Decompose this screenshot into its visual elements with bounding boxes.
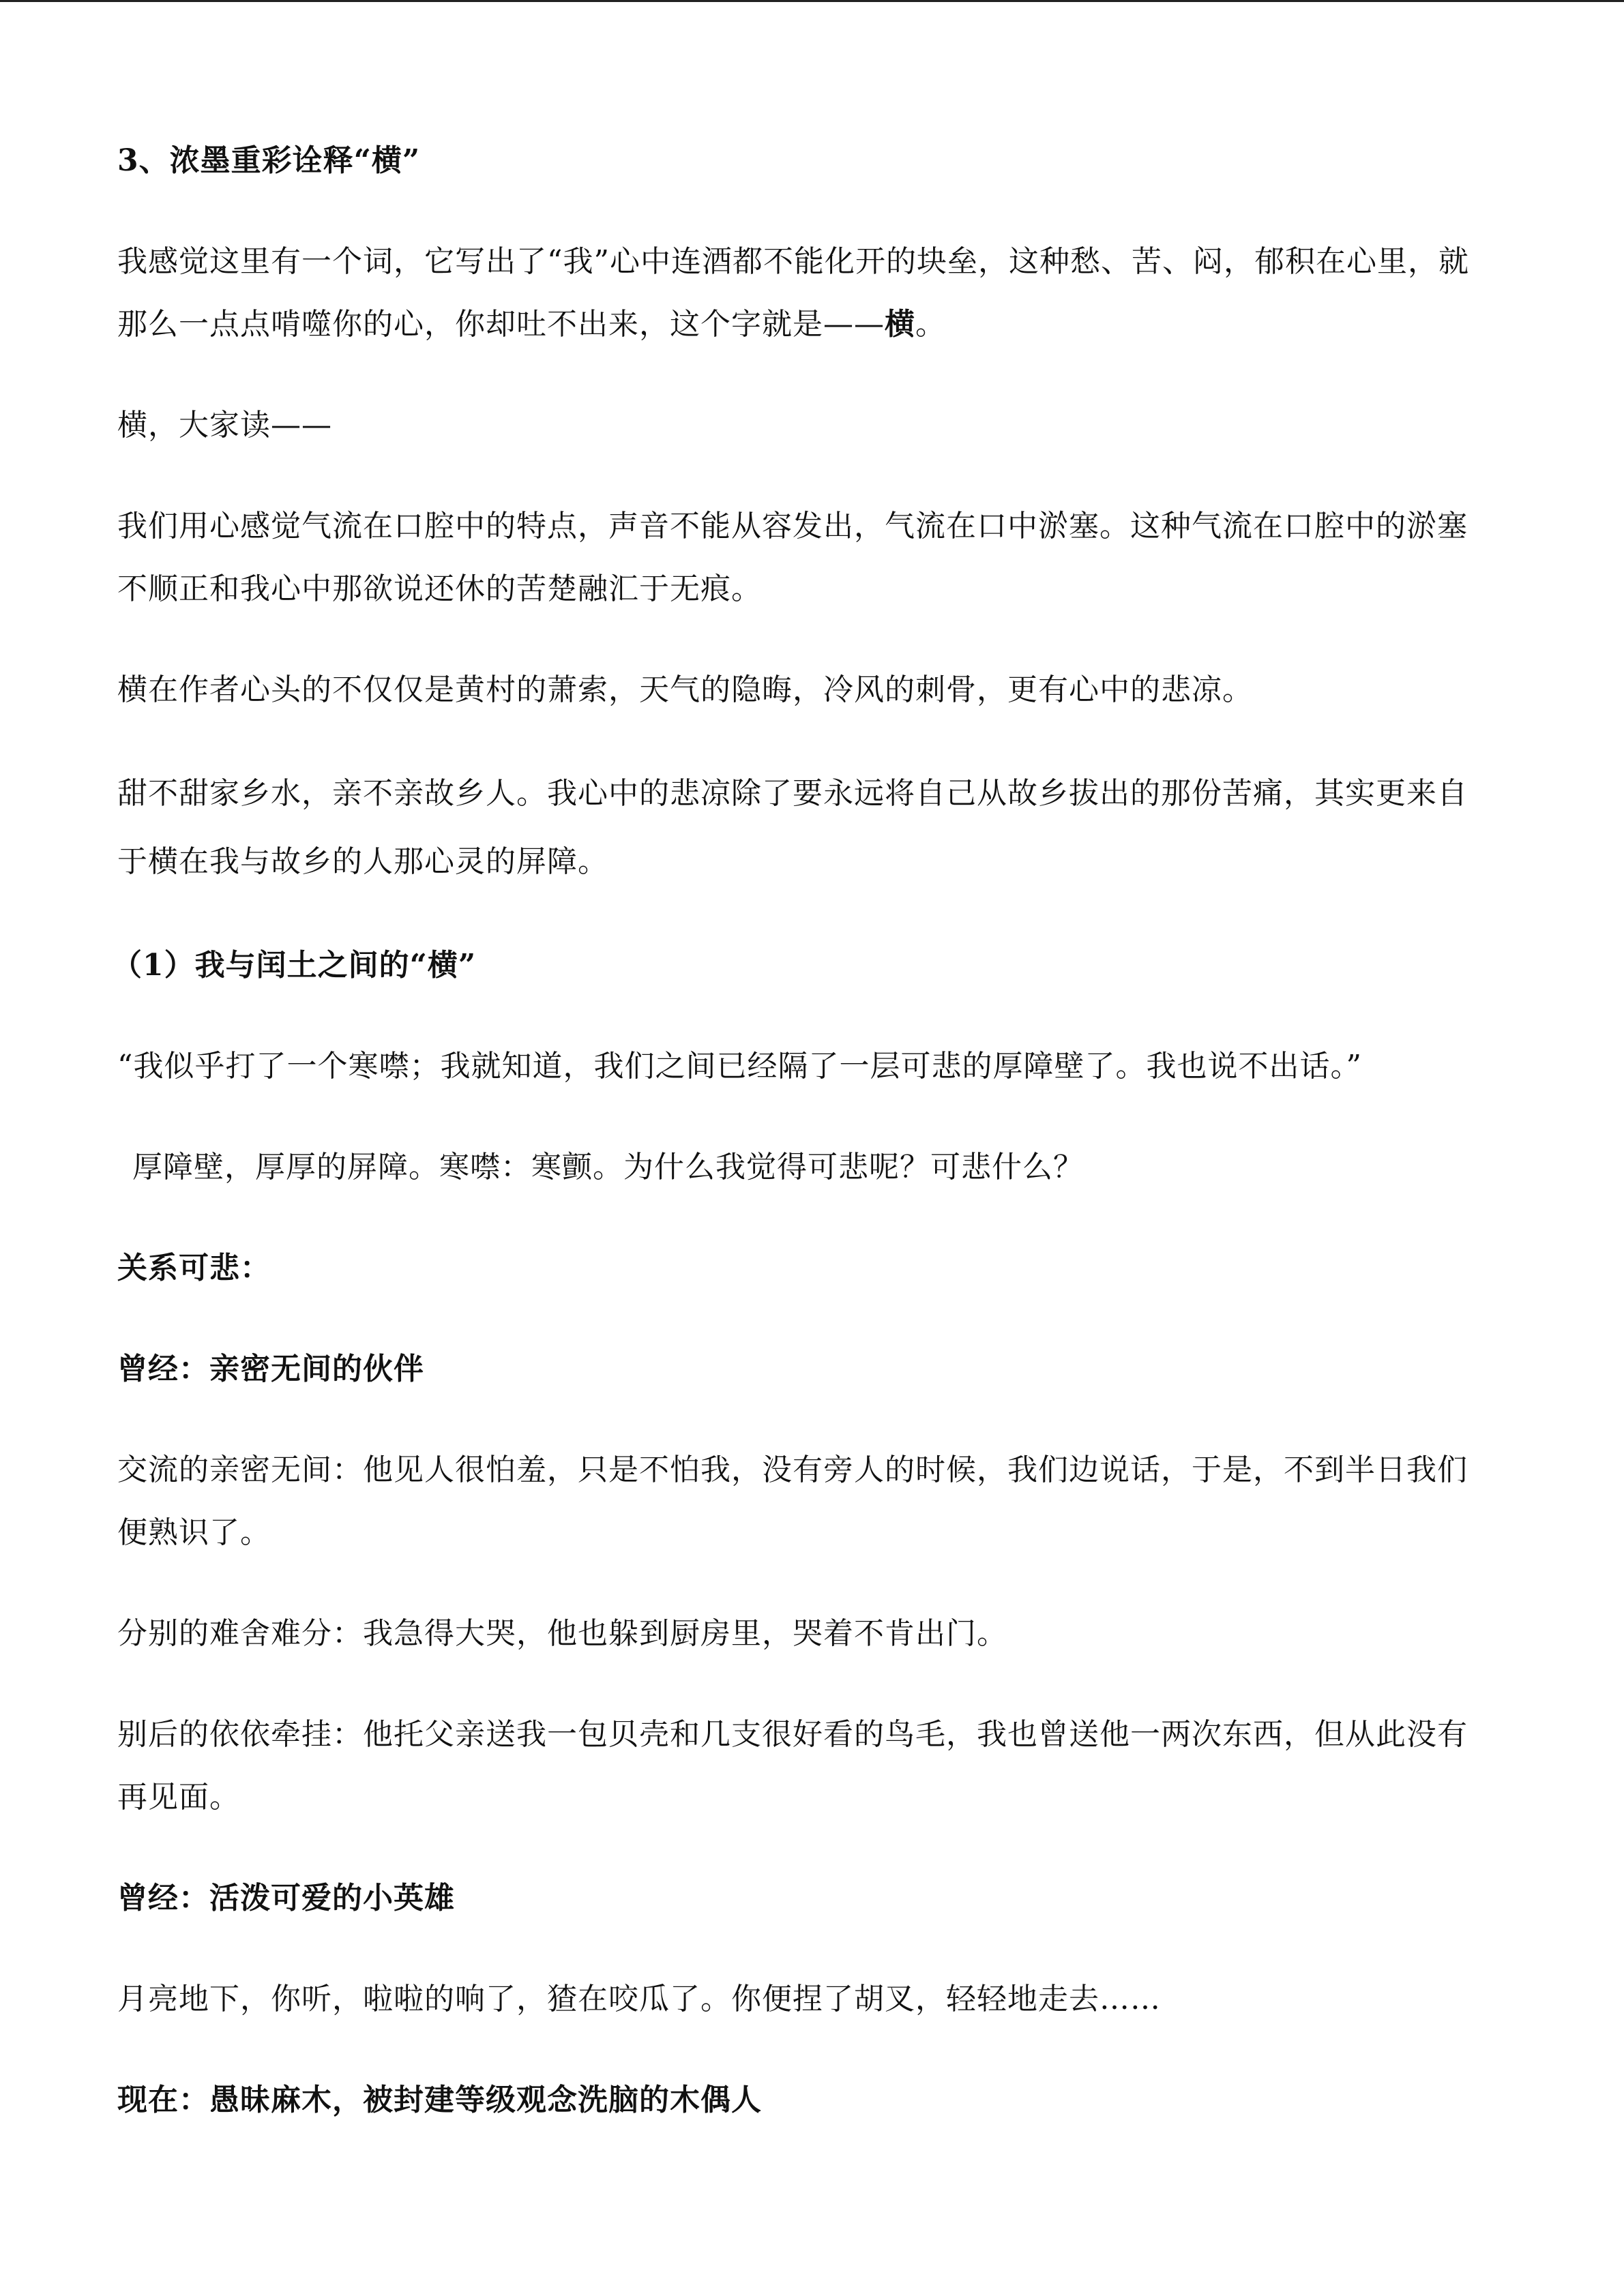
paragraph-hometown: 甜不甜家乡水，亲不亲故乡人。我心中的悲凉除了要永远将自己从故乡拔出的那份苦痛，其实更来自于横在我与故乡的人那心灵的屏障。 <box>117 776 1468 879</box>
label-now-puppet: 现在：愚昧麻木，被封建等级观念洗脑的木偶人 <box>117 2083 762 2117</box>
paragraph-text: 我感觉这里有一个词，它写出了“我”心中连酒都不能化开的块垒，这种愁、苦、闷，郁积在心里，就那么一点点啃噬你的心，你却吐不出来，这个字就是—— <box>117 244 1469 342</box>
paragraph-heart: 横在作者心头的不仅仅是黄村的萧索，天气的隐晦，冷风的刺骨，更有心中的悲凉。 <box>117 672 1253 707</box>
label-relation-sad: 关系可悲： <box>117 1251 271 1285</box>
subheading-runtu: （1）我与闰土之间的“横” <box>112 948 477 983</box>
paragraph-close-communication: 交流的亲密无间：他见人很怕羞，只是不怕我，没有旁人的时候，我们边说话，于是，不到半日我们便熟识了。 <box>117 1452 1468 1550</box>
paragraph-end-punct: 。 <box>915 307 946 342</box>
quote-passage: “我似乎打了一个寒噤；我就知道，我们之间已经隔了一层可悲的厚障壁了。我也说不出话。” <box>117 1049 1362 1084</box>
paragraph-barrier: 厚障壁，厚厚的屏障。寒噤：寒颤。为什么我觉得可悲呢？可悲什么？ <box>132 1150 1084 1184</box>
paragraph-airflow: 我们用心感觉气流在口腔中的特点，声音不能从容发出，气流在口中淤塞。这种气流在口腔中的淤塞不顺正和我心中那欲说还休的苦楚融汇于无痕。 <box>117 509 1468 606</box>
section-heading: 3、浓墨重彩诠释“横” <box>117 143 421 178</box>
document-page <box>112 130 1495 2170</box>
emphasis-word-heng: 横 <box>885 307 915 342</box>
page-top-border <box>0 0 1624 2</box>
paragraph-missing: 别后的依依牵挂：他托父亲送我一包贝壳和几支很好看的鸟毛，我也曾送他一两次东西，但从此没有再见面。 <box>117 1717 1468 1815</box>
paragraph-parting: 分别的难舍难分：我急得大哭，他也躲到厨房里，哭着不肯出门。 <box>117 1616 1007 1651</box>
paragraph-read-prompt: 横，大家读—— <box>117 408 332 443</box>
paragraph-block-feeling <box>117 230 1495 356</box>
paragraph-moonlight: 月亮地下，你听，啦啦的响了，猹在咬瓜了。你便捏了胡叉，轻轻地走去…… <box>117 1982 1161 2016</box>
label-past-hero: 曾经：活泼可爱的小英雄 <box>117 1881 455 1915</box>
label-past-partner: 曾经：亲密无间的伙伴 <box>117 1352 424 1386</box>
